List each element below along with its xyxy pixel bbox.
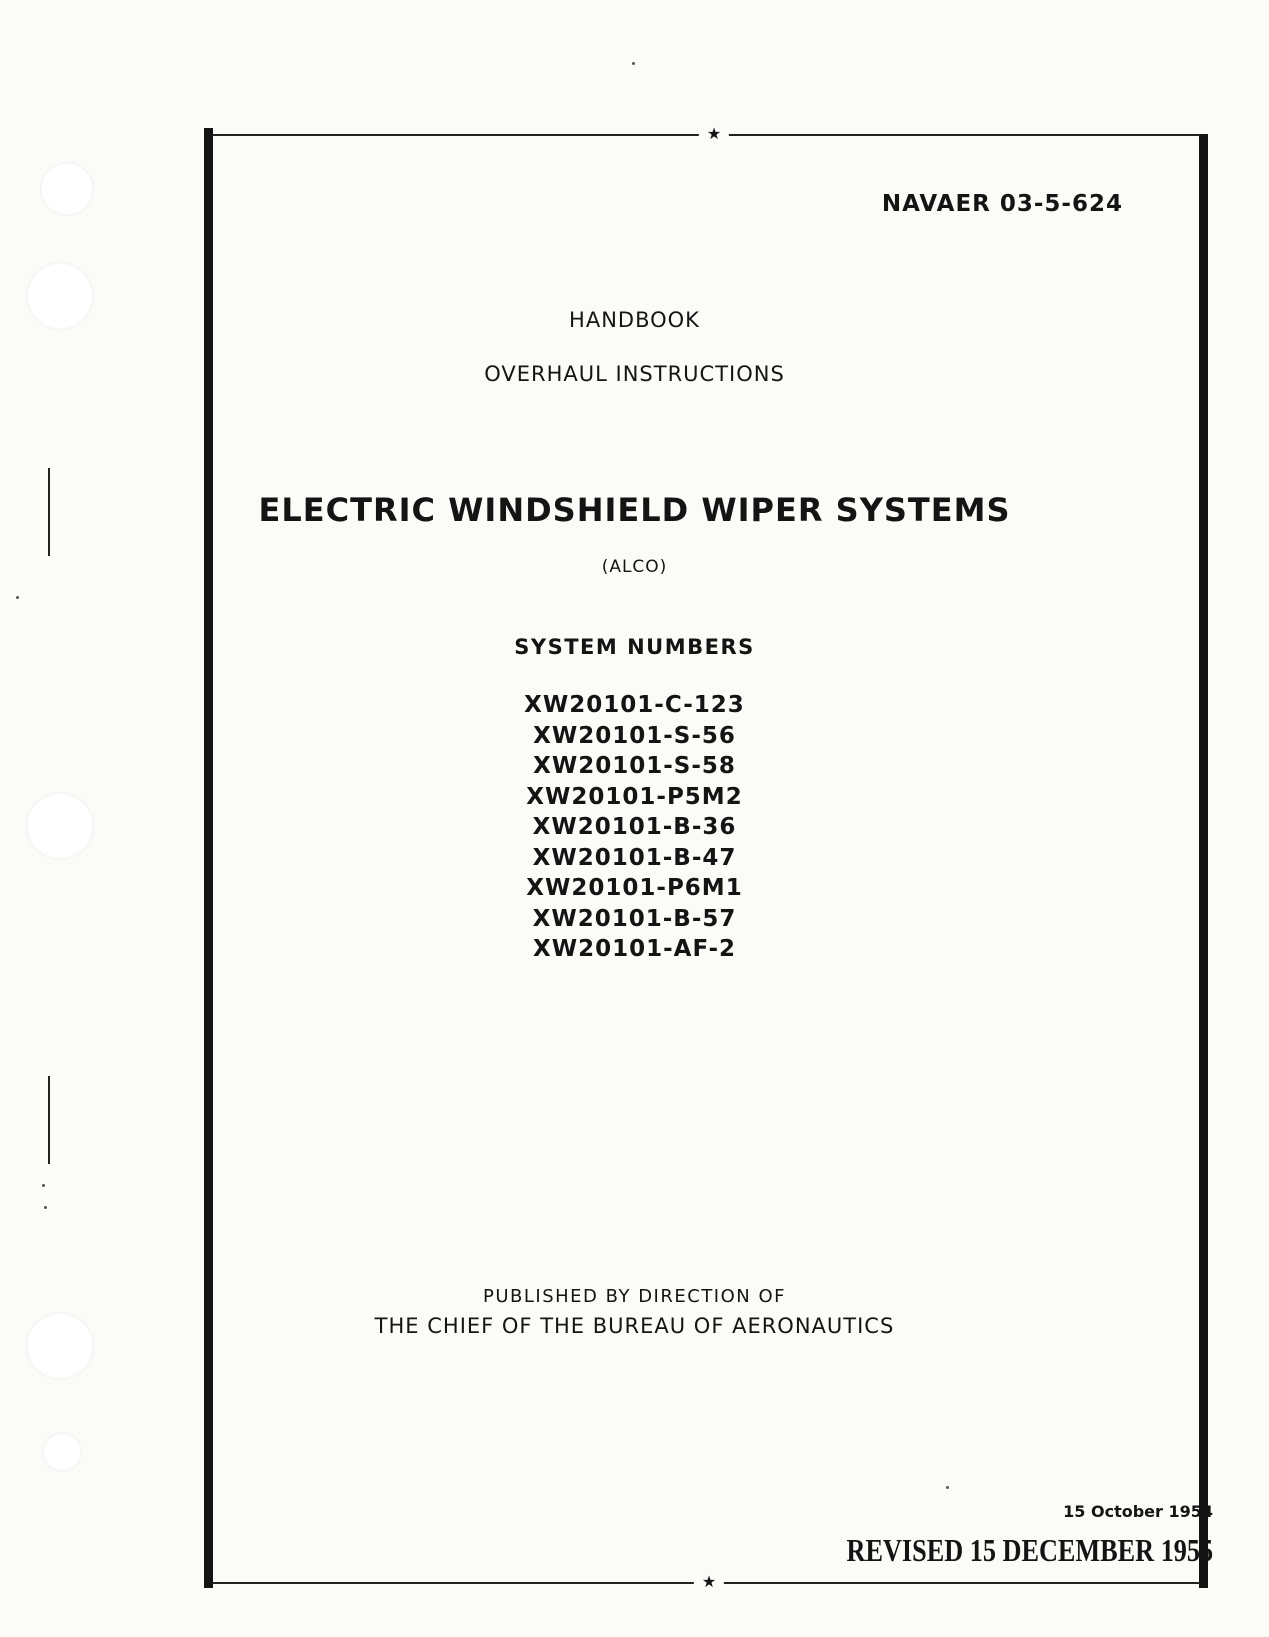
star-icon: ★ <box>699 126 729 142</box>
manufacturer-label: (ALCO) <box>601 557 668 577</box>
margin-mark <box>48 1076 50 1164</box>
system-numbers-list <box>0 690 1269 965</box>
speck <box>42 1184 45 1187</box>
document-number: NAVAER 03-5-624 <box>881 191 1123 217</box>
authority-line: THE CHIEF OF THE BUREAU OF AERONAUTICS <box>374 1314 895 1338</box>
system-number: XW20101-B-57 <box>532 905 737 932</box>
system-number: XW20101-S-56 <box>533 722 736 749</box>
system-number: XW20101-P5M2 <box>526 783 743 810</box>
speck <box>44 1206 47 1209</box>
revision-date: REVISED 15 DECEMBER 1955 <box>846 1532 1213 1568</box>
document-title: ELECTRIC WINDSHIELD WIPER SYSTEMS <box>258 491 1011 529</box>
original-date: 15 October 1954 <box>1063 1502 1213 1521</box>
system-number: XW20101-AF-2 <box>532 936 737 962</box>
system-number: XW20101-B-36 <box>532 814 737 840</box>
system-number: XW20101-B-47 <box>532 844 737 871</box>
document-subtitle: OVERHAUL INSTRUCTIONS <box>484 362 785 386</box>
system-number: XW20101-C-123 <box>524 692 745 718</box>
system-number: XW20101-S-58 <box>533 753 736 779</box>
handbook-label: HANDBOOK <box>569 308 700 332</box>
binder-hole <box>40 162 94 216</box>
star-icon: ★ <box>694 1574 724 1590</box>
system-numbers-heading: SYSTEM NUMBERS <box>514 635 755 659</box>
speck <box>632 62 635 65</box>
system-number: XW20101-P6M1 <box>526 875 743 901</box>
published-by-line: PUBLISHED BY DIRECTION OF <box>482 1286 786 1307</box>
binder-hole <box>42 1432 82 1472</box>
speck <box>16 596 19 599</box>
